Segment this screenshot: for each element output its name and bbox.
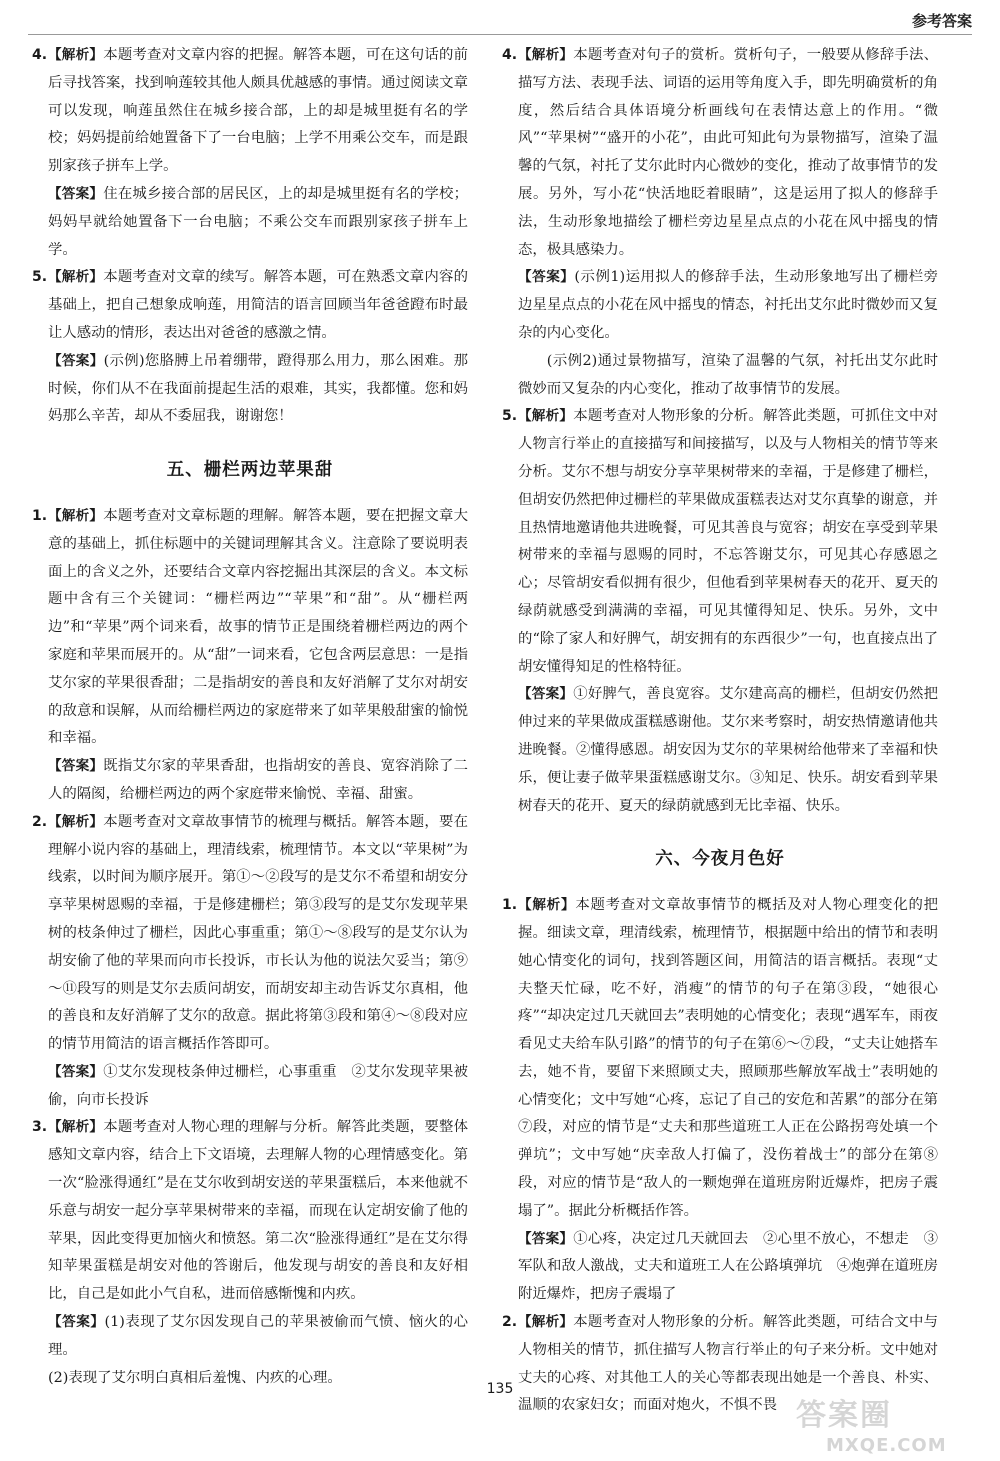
question-4-answer: [32, 181, 468, 264]
analysis-tag: 【解析】: [518, 897, 576, 914]
question-4-analysis: [32, 42, 468, 181]
running-header: 参考答案: [911, 12, 972, 30]
question-number: 2.: [502, 1314, 518, 1331]
answer-text: (示例)您胳膊上吊着绷带，蹬得那么用力，那么困难。那时候，你们从不在我面前提起生活的艰难，其实，我都懂。您和妈妈那么辛苦，却从不委屈我，谢谢您！: [48, 352, 469, 425]
answer-tag: 【答案】: [48, 758, 104, 775]
question-number: 2.: [32, 813, 48, 830]
analysis-tag: 【解析】: [48, 813, 104, 830]
section5-question-1-answer: [32, 753, 468, 809]
answer-text: ①心疼，决定过几天就回去 ②心里不放心，不想走 ③军队和敌人激战，丈夫和道班工人在公路填弹坑 ④炮弹在道班房附近爆炸，把房子震塌了: [518, 1230, 938, 1303]
analysis-tag: 【解析】: [48, 269, 104, 286]
right-column: [502, 42, 938, 1420]
analysis-text: 本题考查对文章故事情节的梳理与概括。解答本题，要在理解小说内容的基础上，理清线索，梳理情节。本文以“苹果树”为线索，以时间为顺序展开。第①～②段写的是艾尔不希望和胡安分享苹果树恩赐的幸福，于是修建栅栏；第③段写的是艾尔发现苹果树的枝条伸过了栅栏，因此心事重重；第①～⑧段写的是艾尔认为胡安偷了他的苹果而向市长投诉，市长认为他的说法欠妥当；第⑨～⑪段写的则是艾尔去质问胡安，而胡安却主动告诉艾尔真相，他的善良和友好消解了艾尔的敌意。据此将第③段和第④～⑧段对应的情节用简洁的语言概括作答即可。: [48, 813, 468, 1053]
question-number: 4.: [32, 47, 48, 63]
question-number: 5.: [32, 269, 48, 286]
analysis-text: 本题考查对人物心理的理解与分析。解答此类题，要整体感知文章内容，结合上下文语境，去理解人物的心理情感变化。第一次“脸涨得通红”是在艾尔收到胡安送的苹果蛋糕后，本来他就不乐意与胡安一起分享苹果树带来的幸福，而现在认定胡安偷了他的苹果，因此变得更加恼火和愤怒。第二次“脸涨得通红”是在艾尔得知苹果蛋糕是胡安对他的答谢后，他发现与胡安的善良和友好相比，自己是如此小气自私，进而倍感惭愧和内疚。: [48, 1119, 468, 1303]
svg-text:MXQE.COM: MXQE.COM: [826, 1435, 947, 1455]
answer-tag: 【答案】: [48, 1314, 105, 1331]
page-number: 135: [486, 1381, 514, 1397]
answer-tag: 【答案】: [518, 1230, 574, 1247]
answer-text: ①艾尔发现枝条伸过栅栏，心事重重 ②艾尔发现苹果被偷，向市长投诉: [48, 1063, 468, 1108]
answer-tag: 【答案】: [518, 269, 575, 286]
section-title: 六、今夜月色好: [655, 849, 785, 870]
analysis-text: 本题考查对人物形象的分析。解答此类题，可抓住文中对人物言行举止的直接描写和间接描写，以及与人物相关的情节等来分析。艾尔不想与胡安分享苹果树带来的幸福，于是修建了栅栏，但胡安仍然把伸过栅栏的苹果做成蛋糕表达对艾尔真挚的谢意，并且热情地邀请他共进晚餐，可见其善良与宽容；胡安在享受到苹果树带来的幸福与恩赐的同时，不忘答谢艾尔，可见其心存感恩之心；尽管胡安看似拥有很少，但他看到苹果树春天的花开、夏天的绿荫就感受到满满的幸福，可见其懂得知足、快乐。另外，文中的“除了家人和好脾气，胡安拥有的东西很少”一句，也直接点出了胡安懂得知足的性格特征。: [518, 408, 938, 675]
answer-text: (1)表现了艾尔因发现自己的苹果被偷而气愤、恼火的心理。: [48, 1314, 469, 1358]
answer-tag: 【答案】: [48, 1063, 104, 1080]
section5-question-2-answer: [32, 1059, 468, 1115]
question-number: 1.: [502, 897, 518, 914]
section6-question-1-answer: [502, 1226, 938, 1309]
analysis-text: 本题考查对人物形象的分析。解答此类题，可结合文中与人物相关的情节，抓住描写人物言行举止的句子来分析。文中她对丈夫的心疼、对其他工人的关心等都表现出她是一个善良、朴实、温顺的农家妇女；而面对炮火，不惧不畏: [518, 1314, 938, 1414]
analysis-text: 本题考查对文章的续写。解答本题，可在熟悉文章内容的基础上，把自己想象成响莲，用简洁的语言回顾当年爸爸蹬布时最让人感动的情形，表达出对爸爸的感激之情。: [48, 269, 468, 341]
section-title: 五、栅栏两边苹果甜: [166, 460, 334, 481]
question-number: 5.: [502, 408, 518, 425]
header-rule: [28, 34, 972, 35]
analysis-text: 本题考查对文章内容的把握。解答本题，可在这句话的前后寻找答案，找到响莲较其他人颇具优越感的事情。通过阅读文章可以发现，响莲虽然住在城乡接合部，上的却是城里挺有名的学校；妈妈提前给她置备下了一台电脑；上学不用乘公交车，而是跟别家孩子拼车上学。: [48, 47, 468, 175]
question-5-answer: [32, 348, 468, 431]
section5-question-3-answer: [32, 1309, 468, 1365]
analysis-text: 本题考查对文章标题的理解。解答本题，要在把握文章大意的基础上，抓住标题中的关键词理解其含义。注意除了要说明表面上的含义之外，还要结合文章内容挖掘出其深层的含义。本文标题中含有三个关键词：“栅栏两边”“苹果”和“甜”。从“栅栏两边”和“苹果”两个词来看，故事的情节正是围绕着栅栏两边的两个家庭和苹果而展开的。从“甜”一词来看，它包含两层意思：一是指艾尔家的苹果很香甜；二是指胡安的善良和友好消解了艾尔对胡安的敌意和误解，从而给栅栏两边的家庭带来了如苹果般甜蜜的愉悦和幸福。: [48, 507, 468, 747]
question-4-answer-example-2: (示例2)通过景物描写，渲染了温馨的气氛，衬托出艾尔此时微妙而又复杂的内心变化，推动了故事情节的发展。: [518, 352, 938, 397]
question-number: 1.: [32, 507, 48, 524]
question-4-answer: [502, 264, 938, 347]
analysis-tag: 【解析】: [518, 47, 574, 63]
section5-question-2-analysis: [32, 809, 468, 1059]
answer-tag: 【答案】: [48, 352, 104, 369]
analysis-tag: 【解析】: [48, 507, 104, 524]
question-number: 3.: [32, 1119, 48, 1136]
answer-text: (示例1)运用拟人的修辞手法，生动形象地写出了栅栏旁边星星点点的小花在风中摇曳的情态，衬托出艾尔此时微妙而又复杂的内心变化。: [518, 269, 939, 341]
analysis-tag: 【解析】: [518, 408, 574, 425]
answer-text: ①好脾气，善良宽容。艾尔建高高的栅栏，但胡安仍然把伸过来的苹果做成蛋糕感谢他。艾尔来考察时，胡安热情邀请他共进晚餐。②懂得感恩。胡安因为艾尔的苹果树给他带来了幸福和快乐，便让妻子做苹果蛋糕感谢艾尔。③知足、快乐。胡安看到苹果树春天的花开、夏天的绿荫就感到无比幸福、快乐。: [518, 686, 938, 814]
analysis-tag: 【解析】: [48, 1119, 104, 1136]
answer-tag: 【答案】: [518, 686, 574, 703]
section5-question-1-analysis: [32, 503, 468, 753]
answer-tag: 【答案】: [48, 185, 104, 202]
question-4-analysis: [502, 42, 938, 264]
answer-text: 住在城乡接合部的居民区，上的却是城里挺有名的学校；妈妈早就给她置备下一台电脑；不乘公交车而跟别家孩子拼车上学。: [48, 185, 468, 258]
analysis-tag: 【解析】: [48, 47, 104, 63]
section5-question-3-analysis: [32, 1114, 468, 1309]
question-5-analysis: [502, 403, 938, 681]
question-number: 4.: [502, 47, 518, 63]
watermark-logo: [756, 1395, 986, 1455]
analysis-tag: 【解析】: [518, 1314, 574, 1331]
question-5-answer: [502, 681, 938, 820]
analysis-text: 本题考查对文章故事情节的概括及对人物心理变化的把握。细读文章，理清线索，梳理情节，根据题中给出的情节和表明她心情变化的词句，找到答题区间，用简洁的语言概括。表现“丈夫整天忙碌，吃不好，消瘦”的情节的句子在第③段，“她很心疼”“却决定过几天就回去”表明她的心情变化；表现“遇军车，雨夜看见丈夫给车队引路”的情节的句子在第⑥～⑦段，“丈夫让她搭车去，她不肯，要留下来照顾丈夫，照顾那些解放军战士”表明她的心情变化；文中写她“心疼，忘记了自己的安危和苦累”的部分在第⑦段，对应的情节是“丈夫和那些道班工人正在公路拐弯处填一个弹坑”；文中写她“庆幸敌人打偏了，没伤着战士”的部分在第⑧段，对应的情节是“敌人的一颗炮弹在道班房附近爆炸，把房子震塌了”。据此分析概括作答。: [518, 897, 938, 1219]
question-5-analysis: [32, 264, 468, 347]
answer-text: 既指艾尔家的苹果香甜，也指胡安的善良、宽容消除了二人的隔阂，给栅栏两边的两个家庭带来愉悦、幸福、甜蜜。: [48, 758, 468, 802]
analysis-text: 本题考查对句子的赏析。赏析句子，一般要从修辞手法、描写方法、表现手法、词语的运用等角度入手，即先明确赏析的角度，然后结合具体语境分析画线句在表情达意上的作用。“微风”“苹果树”“盛开的小花”，由此可知此句为景物描写，渲染了温馨的气氛，衬托了艾尔此时内心微妙的变化，推动了故事情节的发展。另外，写小花“快活地眨着眼睛”，这是运用了拟人的修辞手法，生动形象地描绘了栅栏旁边星星点点的小花在风中摇曳的情态，极具感染力。: [518, 47, 938, 258]
section5-question-3-answer-2: (2)表现了艾尔明白真相后羞愧、内疚的心理。: [48, 1369, 342, 1386]
section6-question-1-analysis: [502, 892, 938, 1226]
svg-text:答案圈: 答案圈: [796, 1398, 892, 1433]
left-column: [32, 42, 468, 1392]
